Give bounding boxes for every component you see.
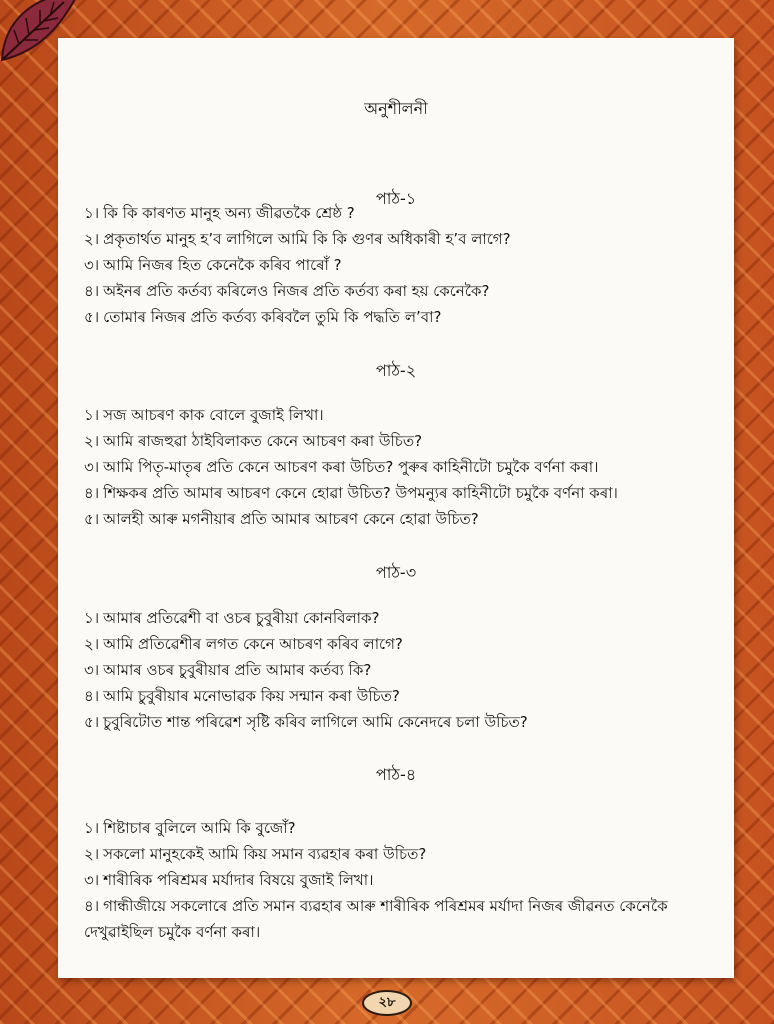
question-number: ৫। [84,713,100,731]
lesson-3-questions [84,605,724,735]
question-text: সজ আচৰণ কাক বোলে বুজাই লিখা। [103,406,324,424]
lesson-4-title: পাঠ-৪ [375,765,417,784]
question-item [84,815,724,841]
question-number: ৩। [84,661,100,679]
question-item [84,709,724,735]
question-item [84,683,724,709]
question-item [84,480,724,506]
page-number-label: ২৮ [362,990,412,1016]
question-item [84,226,724,252]
question-number: ৪। [84,687,100,705]
lesson-4-questions [84,815,724,945]
lesson-1-questions [84,200,724,330]
page-number [0,990,774,1016]
question-number: ২। [84,432,100,450]
question-text: আমাৰ ওচৰ চুবুৰীয়াৰ প্ৰতি আমাৰ কৰ্তব্য কি? [103,661,372,679]
question-item [84,506,724,532]
question-number: ৫। [84,308,100,326]
question-text: কি কি কাৰণত মানুহ অন্য জীৱতকৈ শ্ৰেষ্ঠ ? [103,204,355,222]
question-number: ২। [84,230,100,248]
question-text: গান্ধীজীয়ে সকলোৰে প্ৰতি সমান ব্যৱহাৰ আৰু শাৰীৰিক পৰিশ্ৰমৰ মৰ্যাদা নিজৰ জীৱনত কেনেকৈ দেখুৱাইছিল চমুকৈ বৰ্ণনা কৰা। [84,897,668,941]
question-number: ৩। [84,458,100,476]
question-item [84,252,724,278]
question-text: আমি ৰাজহুৱা ঠাইবিলাকত কেনে আচৰণ কৰা উচিত? [103,432,423,450]
question-item [84,657,724,683]
question-number: ১। [84,204,100,222]
question-text: আমি চুবুৰীয়াৰ মনোভাৱক কিয় সন্মান কৰা উচিত? [103,687,400,705]
question-item [84,278,724,304]
question-text: শিক্ষকৰ প্ৰতি আমাৰ আচৰণ কেনে হোৱা উচিত? উপমন্যুৰ কাহিনীটো চমুকৈ বৰ্ণনা কৰা। [103,484,618,502]
lesson-2-title: পাঠ-২ [375,361,417,380]
question-number: ৩। [84,871,100,889]
question-text: শিষ্টাচাৰ বুলিলে আমি কি বুজোঁ? [103,819,296,837]
question-number: ১। [84,609,100,627]
question-number: ৪। [84,897,100,915]
question-text: আমি নিজৰ হিত কেনেকৈ কৰিব পাৰোঁ ? [103,256,342,274]
question-item [84,402,724,428]
question-item [84,631,724,657]
question-text: আলহী আৰু মগনীয়াৰ প্ৰতি আমাৰ আচৰণ কেনে হোৱা উচিত? [103,510,479,528]
question-number: ৩। [84,256,100,274]
question-text: চুবুৰিটোত শান্ত পৰিৱেশ সৃষ্টি কৰিব লাগিলে আমি কেনেদৰে চলা উচিত? [103,713,528,731]
question-text: আমি প্ৰতিৱেশীৰ লগত কেনে আচৰণ কৰিব লাগে? [103,635,403,653]
question-number: ১। [84,819,100,837]
question-text: আমি পিতৃ-মাতৃৰ প্ৰতি কেনে আচৰণ কৰা উচিত? পুৰুৰ কাহিনীটো চমুকৈ বৰ্ণনা কৰা। [103,458,599,476]
question-number: ২। [84,635,100,653]
question-text: তোমাৰ নিজৰ প্ৰতি কৰ্তব্য কৰিবলৈ তুমি কি পদ্ধতি ল’বা? [103,308,442,326]
question-number: ৫। [84,510,100,528]
question-text: সকলো মানুহকেই আমি কিয় সমান ব্যৱহাৰ কৰা উচিত? [103,845,427,863]
question-item [84,841,724,867]
question-item [84,200,724,226]
lesson-3-title: পাঠ-৩ [375,563,417,582]
question-text: অইনৰ প্ৰতি কৰ্তব্য কৰিলেও নিজৰ প্ৰতি কৰ্তব্য কৰা হয় কেনেকৈ? [103,282,490,300]
question-item [84,605,724,631]
question-text: আমাৰ প্ৰতিৱেশী বা ওচৰ চুবুৰীয়া কোনবিলাক? [103,609,380,627]
question-item [84,454,724,480]
question-number: ৪। [84,282,100,300]
page-sheet [58,38,734,978]
lesson-1-title: পাঠ-১ [375,189,417,208]
question-number: ৪। [84,484,100,502]
question-item [84,893,724,945]
question-item [84,867,724,893]
lesson-2-questions [84,402,724,532]
question-item [84,304,724,330]
question-text: শাৰীৰিক পৰিশ্ৰমৰ মৰ্যাদাৰ বিষয়ে বুজাই লিখা। [103,871,374,889]
page-title: অনুশীলনী [364,99,428,118]
question-number: ২। [84,845,100,863]
question-text: প্ৰকৃতাৰ্থত মানুহ হ’ব লাগিলে আমি কি কি গুণৰ অধিকাৰী হ’ব লাগে? [103,230,511,248]
question-number: ১। [84,406,100,424]
question-item [84,428,724,454]
